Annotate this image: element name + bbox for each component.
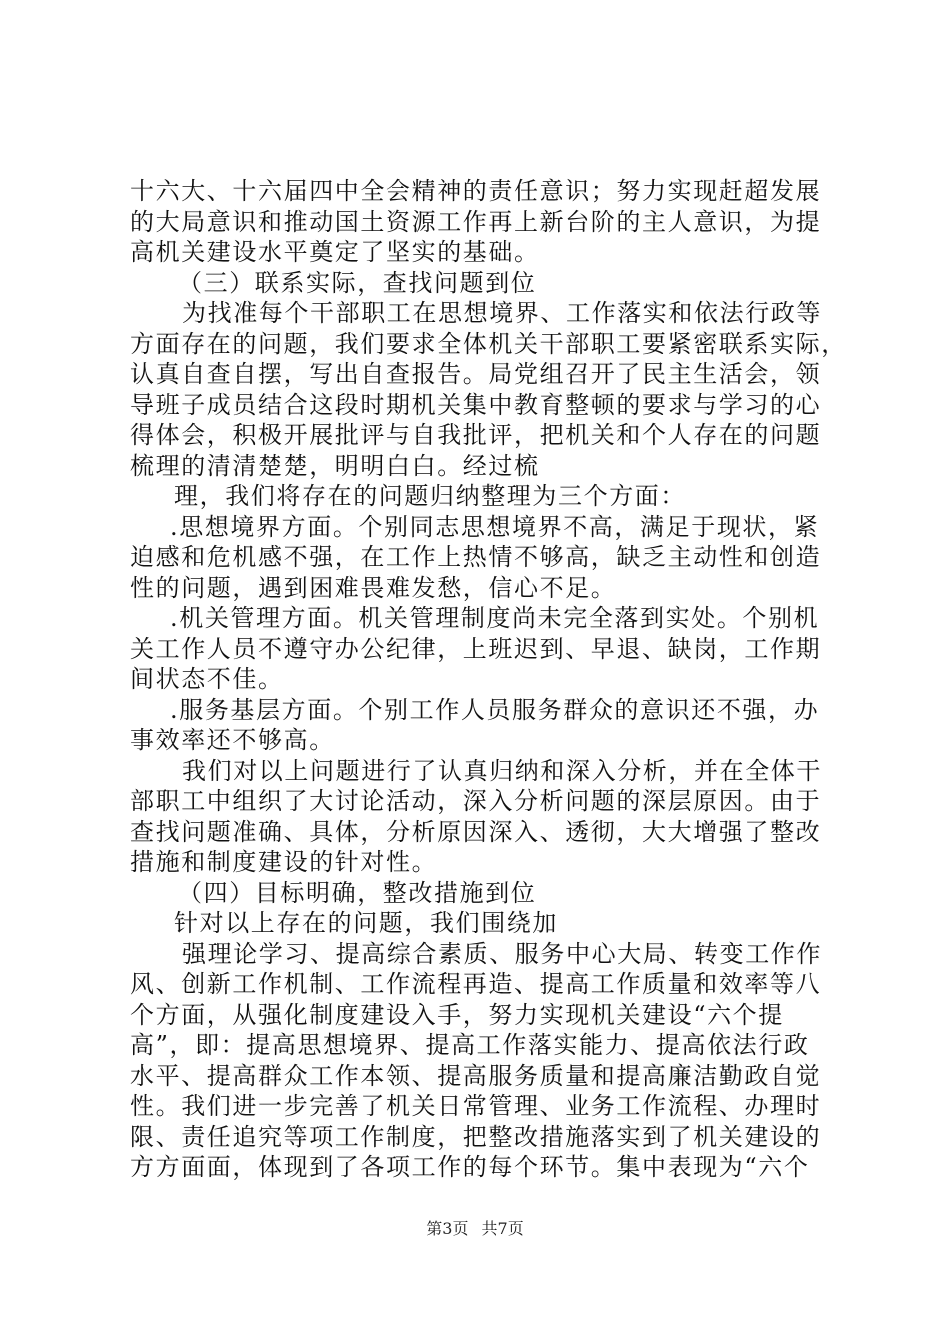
- text-line: 认真自查自摆，写出自查报告。局党组召开了民主生活会，领: [130, 360, 822, 388]
- text-line: 间状态不佳。: [130, 665, 284, 693]
- text-line: 为找准每个干部职工在思想境界、工作落实和依法行政等: [182, 299, 822, 327]
- text-line: 强理论学习、提高综合素质、服务中心大局、转变工作作: [182, 939, 822, 968]
- text-line: 针对以上存在的问题，我们围绕加: [174, 909, 558, 937]
- list-item-thought: .思想境界方面。个别同志思想境界不高，满足于现状，紧: [170, 512, 820, 541]
- text-line: 水平、提高群众工作本领、提高服务质量和提高廉洁勤政自觉: [130, 1061, 822, 1090]
- section-heading-4: （四）目标明确，整改措施到位: [178, 878, 537, 907]
- text-line: 高”，即：提高思想境界、提高工作落实能力、提高依法行政: [130, 1031, 810, 1059]
- page-total: 共7页: [481, 1219, 524, 1238]
- text-line: 个方面，从强化制度建设入手，努力实现机关建设“六个提: [130, 1000, 784, 1029]
- text-line: 事效率还不够高。: [130, 726, 335, 754]
- text-line: 十六大、十六届四中全会精神的责任意识；努力实现赶超发展: [130, 177, 822, 205]
- section-heading-3: （三）联系实际，查找问题到位: [178, 268, 537, 297]
- text-line: 得体会，积极开展批评与自我批评，把机关和个人存在的问题: [130, 421, 822, 449]
- text-line: 的大局意识和推动国土资源工作再上新台阶的主人意识，为提: [130, 207, 822, 236]
- page-number: 第3页: [426, 1219, 469, 1238]
- document-body: [130, 176, 847, 1183]
- text-line: 风、创新工作机制、工作流程再造、提高工作质量和效率等八: [130, 970, 822, 998]
- text-line: 性。我们进一步完善了机关日常管理、业务工作流程、办理时: [130, 1092, 822, 1120]
- text-line: 部职工中组织了大讨论活动，深入分析问题的深层原因。由于: [130, 787, 822, 815]
- text-line: 高机关建设水平奠定了坚实的基础。: [130, 238, 540, 266]
- text-line: 理，我们将存在的问题归纳整理为三个方面：: [174, 482, 686, 510]
- text-line: 我们对以上问题进行了认真归纳和深入分析，并在全体干: [182, 756, 822, 785]
- text-line: 方面存在的问题，我们要求全体机关干部职工要紧密联系实际，: [130, 329, 847, 358]
- list-item-service: .服务基层方面。个别工作人员服务群众的意识还不强，办: [170, 695, 820, 724]
- page-footer: [0, 1216, 950, 1239]
- text-line: 查找问题准确、具体，分析原因深入、透彻，大大增强了整改: [130, 817, 822, 846]
- text-line: 方方面面，体现到了各项工作的每个环节。集中表现为“六个: [130, 1153, 810, 1181]
- text-line: 梳理的清清楚楚，明明白白。经过梳: [130, 451, 540, 480]
- text-line: 措施和制度建设的针对性。: [130, 848, 438, 876]
- text-line: 关工作人员不遵守办公纪律，上班迟到、早退、缺岗，工作期: [130, 634, 822, 663]
- text-line: 导班子成员结合这段时期机关集中教育整顿的要求与学习的心: [130, 390, 822, 419]
- text-line: 限、责任追究等项工作制度，把整改措施落实到了机关建设的: [130, 1122, 822, 1151]
- text-line: 迫感和危机感不强，在工作上热情不够高，缺乏主动性和创造: [130, 543, 822, 571]
- text-line: 性的问题，遇到困难畏难发愁，信心不足。: [130, 573, 617, 602]
- list-item-management: .机关管理方面。机关管理制度尚未完全落到实处。个别机: [170, 604, 820, 632]
